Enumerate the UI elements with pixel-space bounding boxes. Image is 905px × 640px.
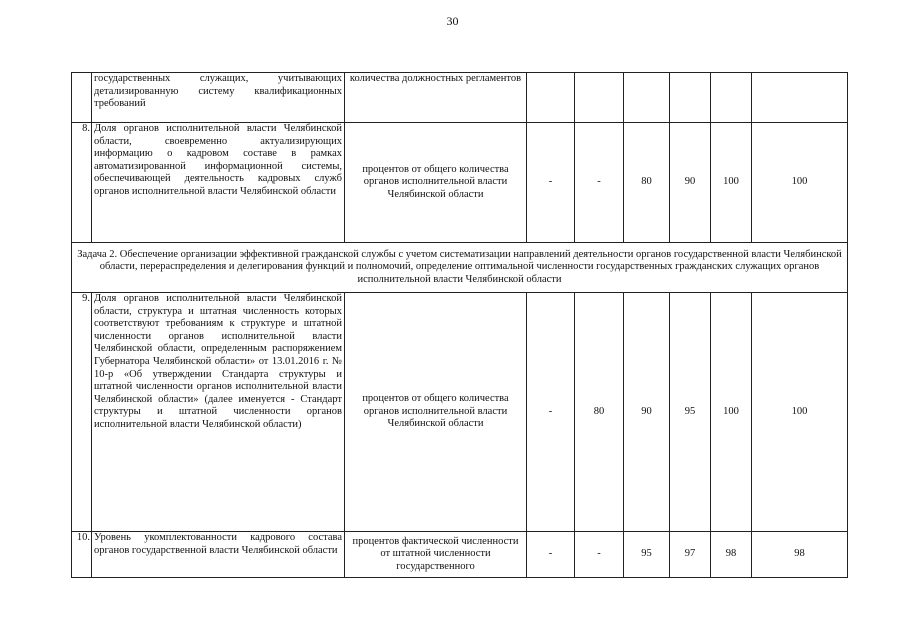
value-cell: 97	[670, 532, 711, 578]
indicators-table	[71, 72, 848, 578]
value-cell	[624, 73, 670, 123]
row-number	[72, 73, 92, 123]
value-cell: 100	[752, 293, 848, 532]
value-cell: 100	[752, 123, 848, 243]
value-cell	[575, 73, 624, 123]
value-cell: 95	[624, 532, 670, 578]
unit-of-measure: количества должностных регламентов	[345, 73, 527, 123]
value-cell	[670, 73, 711, 123]
value-cell: -	[575, 532, 624, 578]
value-cell: 80	[575, 293, 624, 532]
table-row	[72, 123, 848, 243]
row-number: 9.	[72, 293, 92, 532]
value-cell	[752, 73, 848, 123]
value-cell: 98	[752, 532, 848, 578]
indicator-name: государственных служащих, учитывающих детализированную систему квалификационных требований	[92, 73, 345, 123]
row-number: 10.	[72, 532, 92, 578]
indicator-name: Доля органов исполнительной власти Челябинской области, структура и штатная численность которых соответствуют требованиям к структуре и штатной численности органов исполнительной власти Челябинской области, определенным распоряжением Губернатора Челябинской области» от 13.01.2016 г. № 10-р «Об утверждении Стандарта структуры и штатной численности органов исполнительной власти Челябинской области» (далее именуется - Стандарт структуры и штатной численности органов исполнительной власти Челябинской области)	[92, 293, 345, 532]
value-cell: 98	[711, 532, 752, 578]
task-row	[72, 243, 848, 293]
value-cell: 95	[670, 293, 711, 532]
indicator-name: Доля органов исполнительной власти Челябинской области, своевременно актуализирующих информацию о кадровом составе в рамках автоматизированной информационной системы, обеспечивающей деятельность кадровых служб органов исполнительной власти Челябинской области	[92, 123, 345, 243]
value-cell: 100	[711, 123, 752, 243]
value-cell: 100	[711, 293, 752, 532]
unit-of-measure: процентов от общего количества органов исполнительной власти Челябинской области	[345, 123, 527, 243]
page-number: 30	[446, 14, 459, 28]
value-cell	[711, 73, 752, 123]
row-number: 8.	[72, 123, 92, 243]
value-cell: -	[527, 123, 575, 243]
value-cell: 80	[624, 123, 670, 243]
unit-of-measure: процентов фактической численности от штатной численности государственного	[345, 532, 527, 578]
indicator-name: Уровень укомплектованности кадрового состава органов государственной власти Челябинской области	[92, 532, 345, 578]
value-cell: -	[527, 293, 575, 532]
table-row	[72, 293, 848, 532]
value-cell: 90	[624, 293, 670, 532]
task-heading: Задача 2. Обеспечение организации эффективной гражданской службы с учетом систематизации направлений деятельности органов государственной власти Челябинской области, перераспределения и делегирования функций и полномочий, определение оптимальной численности государственных гражданских служащих органов исполнительной власти Челябинской области	[72, 243, 848, 293]
unit-of-measure: процентов от общего количества органов исполнительной власти Челябинской области	[345, 293, 527, 532]
value-cell: 90	[670, 123, 711, 243]
value-cell	[527, 73, 575, 123]
table-row	[72, 73, 848, 123]
table-row	[72, 532, 848, 578]
value-cell: -	[527, 532, 575, 578]
value-cell: -	[575, 123, 624, 243]
